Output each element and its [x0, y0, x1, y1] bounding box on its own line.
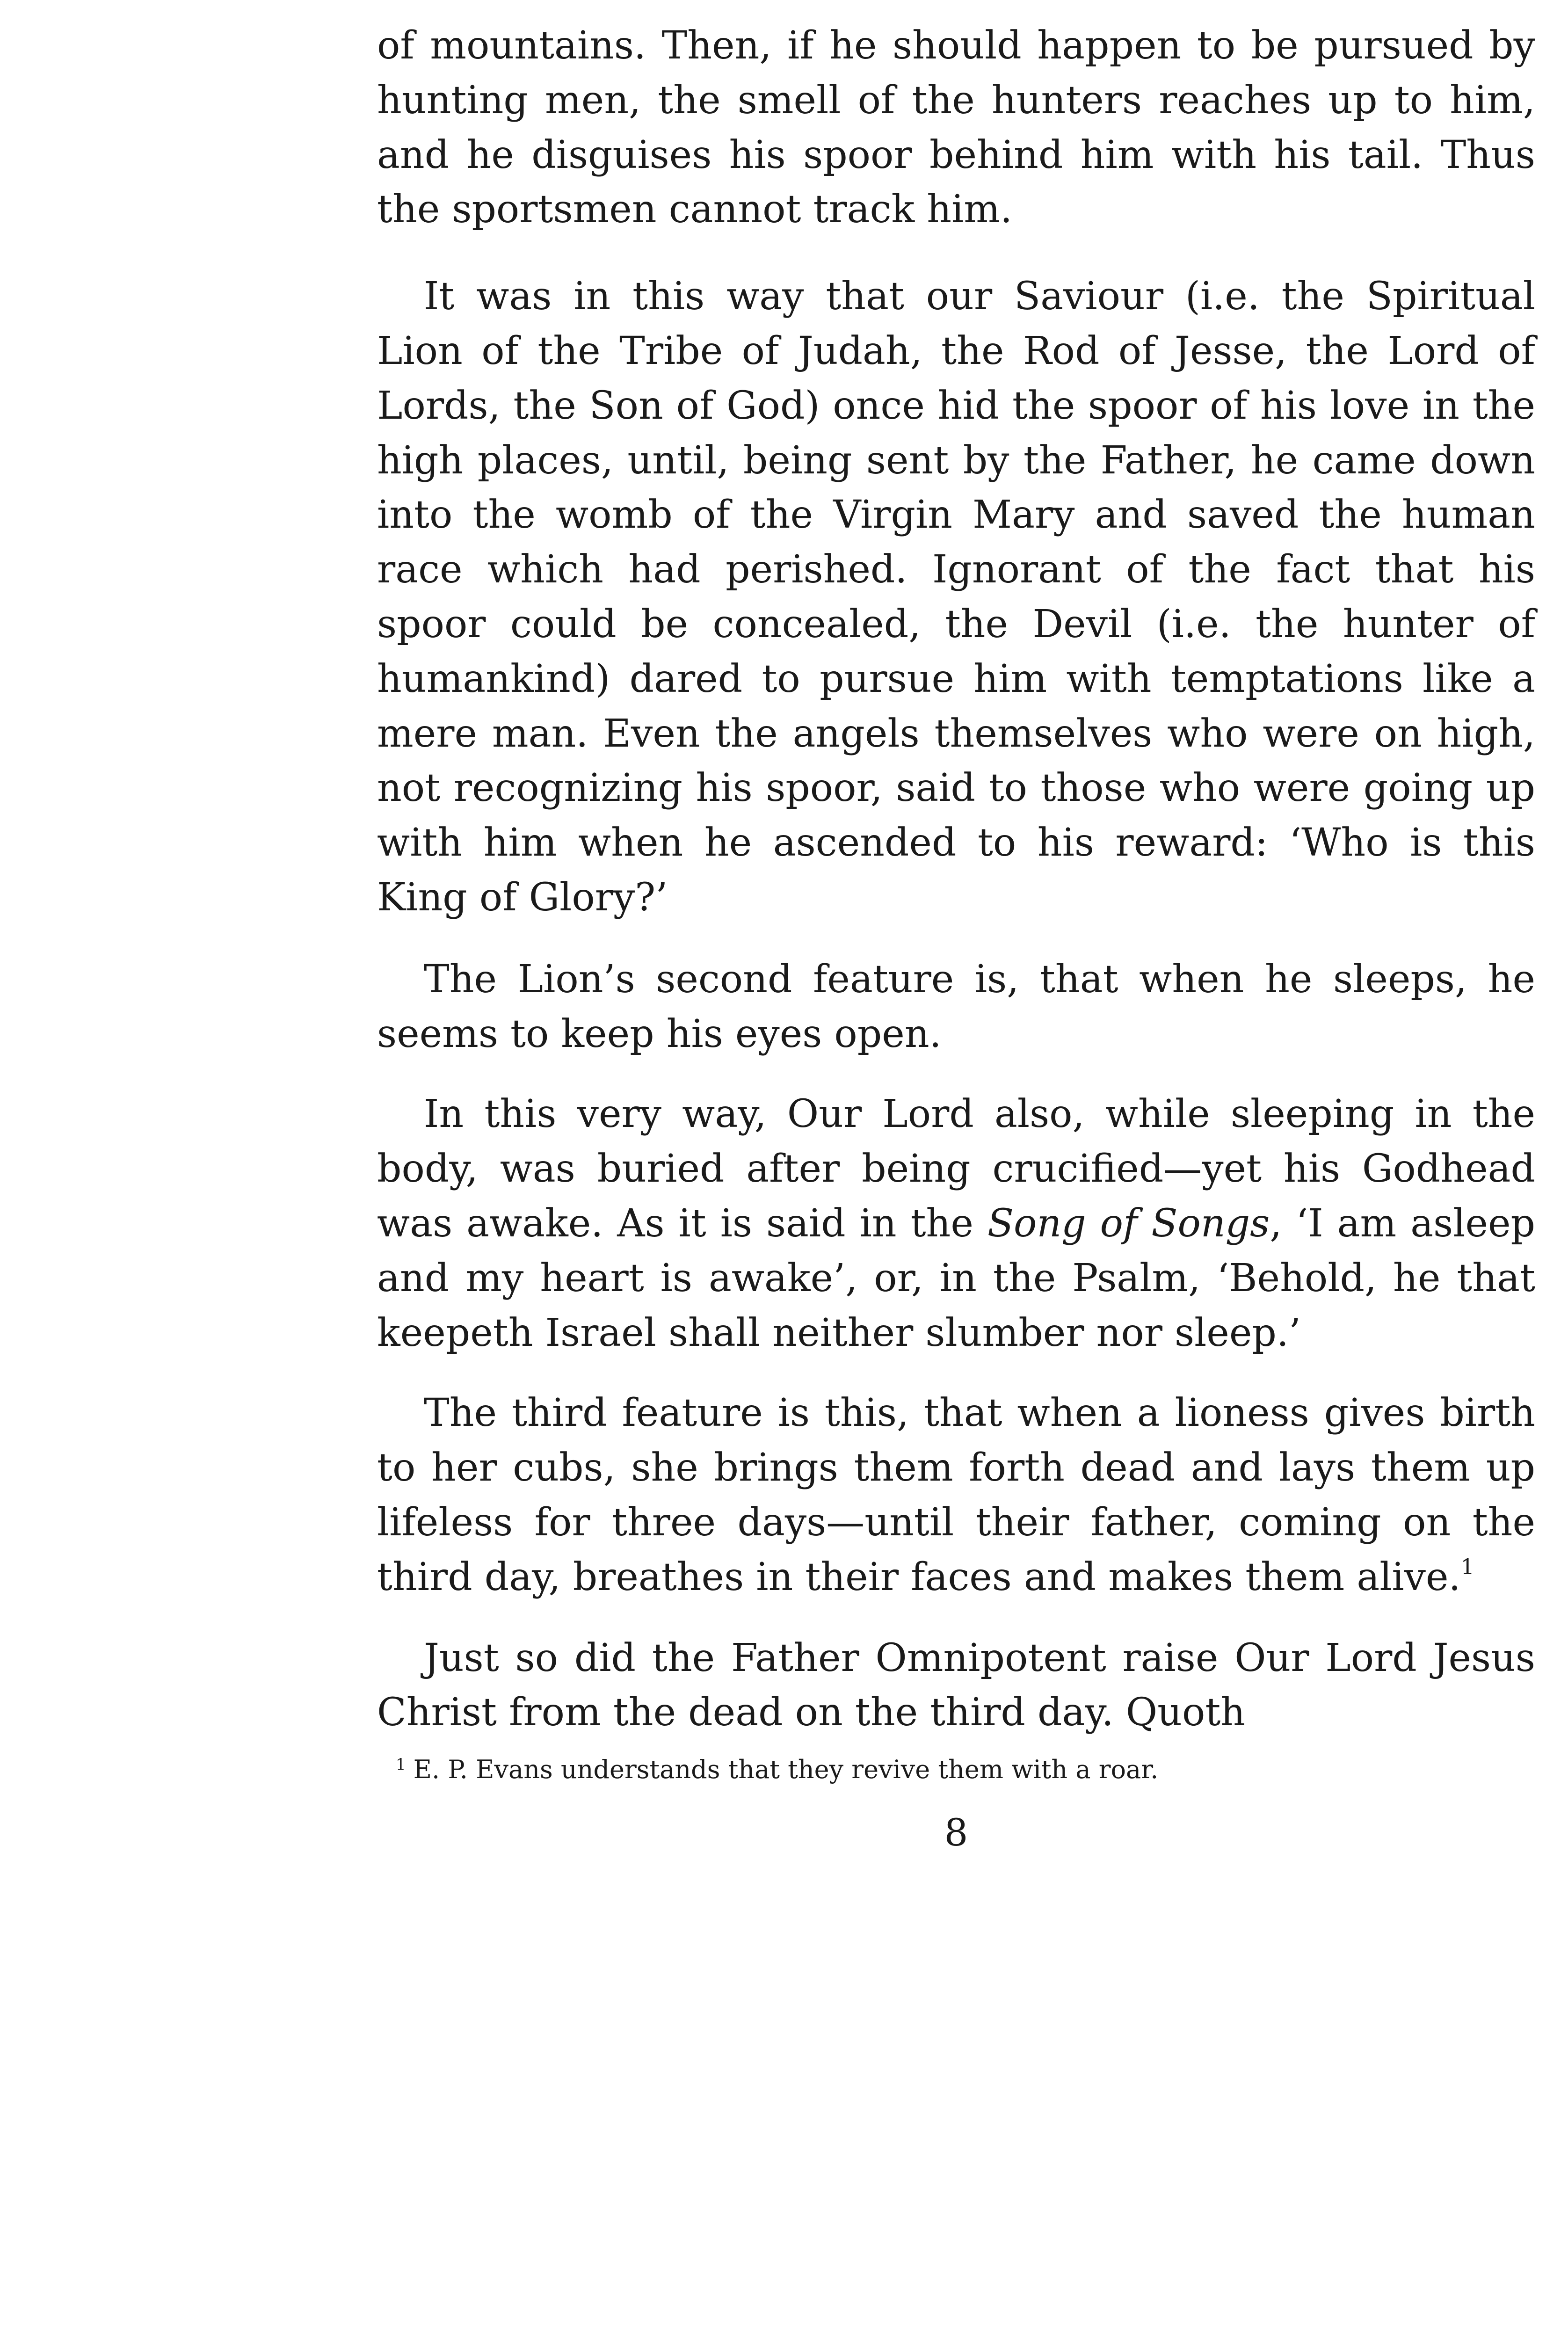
footnote-text: E. P. Evans understands that they revive them with a roar.	[413, 1755, 1159, 1785]
book-title-song-of-songs: Song of Songs	[987, 1201, 1270, 1246]
paragraph-saviour	[377, 269, 1535, 925]
page-number: 8	[944, 1811, 968, 1855]
paragraph-text: Just so did the Father Omnipotent raise Our Lord Jesus Christ from the dead on the third day. Quoth	[377, 1635, 1535, 1735]
footnote	[396, 1753, 1535, 1786]
paragraph-text-before: In this very way, Our Lord also, while sleeping in the body, was buried after being crucified—yet his Godhead was awake. As it is said in the	[377, 1092, 1535, 1246]
paragraph-father-omnipotent	[377, 1631, 1535, 1741]
paragraph-continued	[377, 19, 1535, 237]
paragraph-text: of mountains. Then, if he should happen to be pursued by hunting men, the smell of the hunters reaches up to him, and he disguises his spoor behind him with his tail. Thus the sportsmen cannot track him.	[377, 23, 1535, 232]
paragraph-text: It was in this way that our Saviour (i.e. the Spiritual Lion of the Tribe of Judah, the Rod of Jesse, the Lord of Lords, the Son of God) once hid the spoor of his love in the high places, until, being sent by the Father, he came down into the womb of the Virgin Mary and saved the human race which had perished. Ignorant of the fact that his spoor could be concealed, the Devil (i.e. the hunter of humankind) dared to pursue him with temptations like a mere man. Even the angels themselves who were on high, not recognizing his spoor, said to those who were going up with him when he ascended to his reward: ‘Who is this King of Glory?’	[377, 274, 1535, 920]
paragraph-our-lord-sleeping	[377, 1087, 1535, 1360]
paragraph-third-feature	[377, 1386, 1535, 1605]
book-page	[377, 19, 1535, 1856]
paragraph-text: The Lion’s second feature is, that when he sleeps, he seems to keep his eyes open.	[377, 957, 1535, 1056]
footnote-reference: 1	[1460, 1554, 1474, 1579]
footnote-mark: 1	[396, 1755, 406, 1774]
paragraph-text-after: , ‘I am asleep and my heart is awake’, or, in the Psalm, ‘Behold, he that keepeth Israel shall neither slumber nor sleep.’	[377, 1201, 1535, 1355]
paragraph-text: The third feature is this, that when a lioness gives birth to her cubs, she brings them forth dead and lays them up lifeless for three days—until their father, coming on the third day, breathes in their faces and makes them alive.	[377, 1391, 1535, 1599]
paragraph-second-feature	[377, 952, 1535, 1062]
